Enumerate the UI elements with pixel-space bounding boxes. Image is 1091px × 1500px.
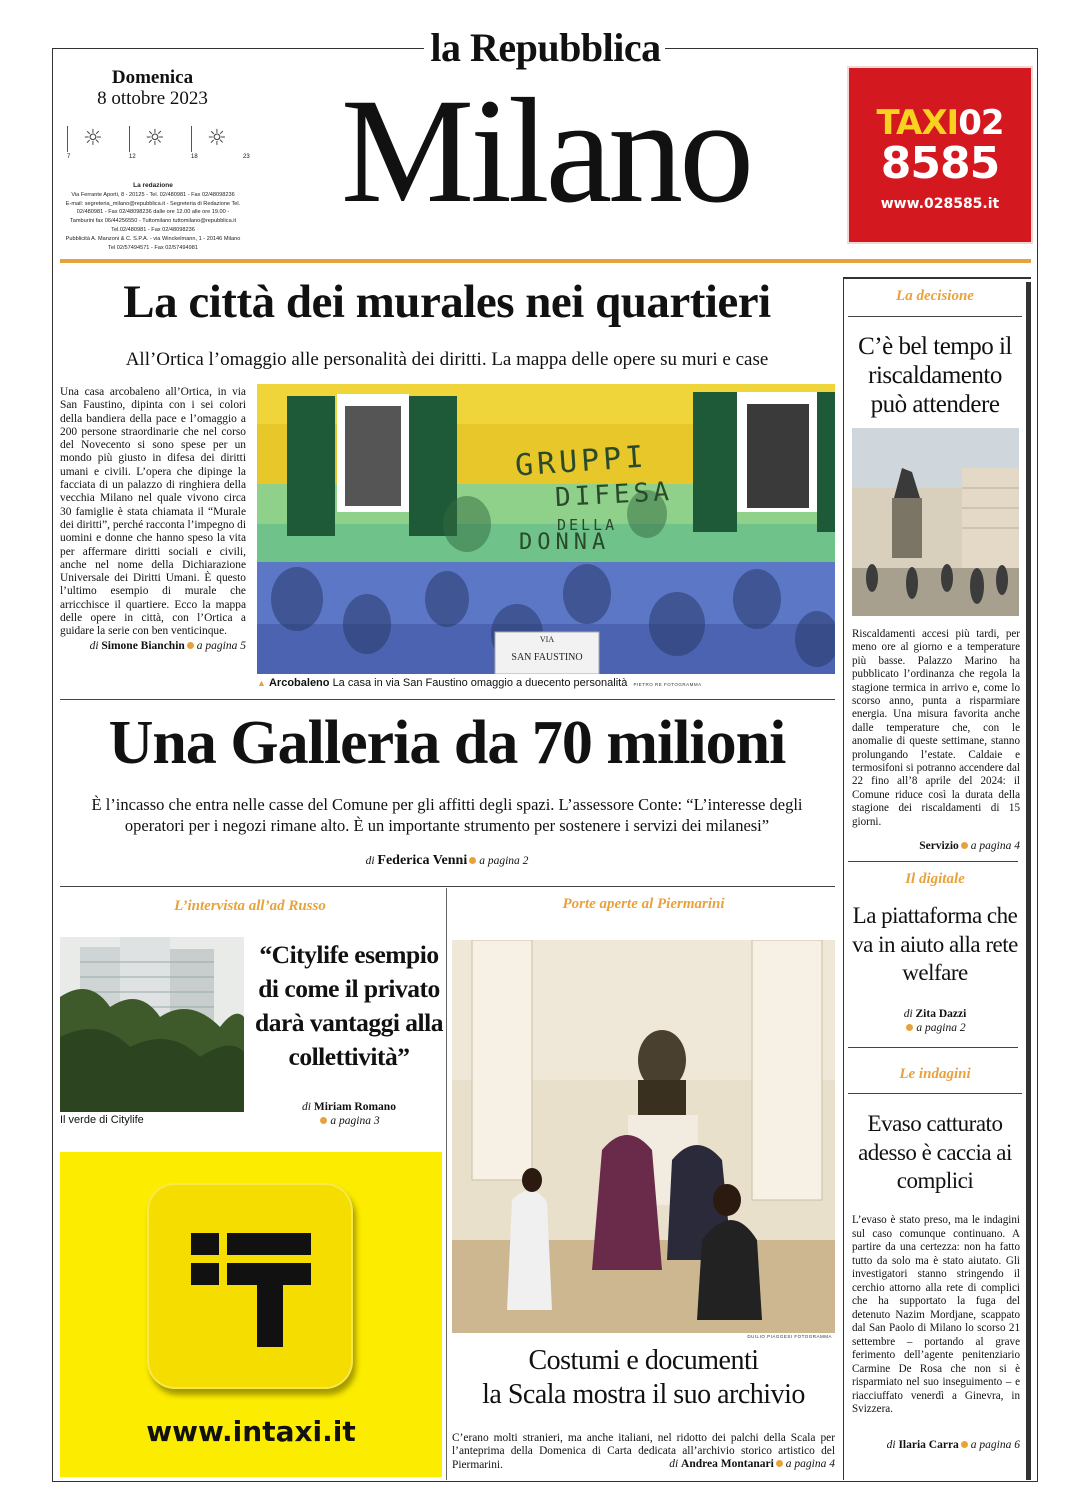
- taxi02-number: 8585: [880, 138, 1000, 189]
- lead-body-text: Una casa arcobaleno all’Ortica, in via San Faustino, dipinta con i sei colori della bandiera della pace e l’omaggio a 200 persone straordinarie che nel corso del Novecento si sono spese per un mondo più giusto in difesa dei diritti umani e civili. L’opera che dipinge la facciata di un palazzo di ringhiera della vecchia Milano nel quale vivono circa 30 famiglie è stata chiamata il “Murale dei diritti”, perché racconta l’impegno di uomini e donne che hanno speso la vita per affermare diritti sociali e civili, anche nel nome della Dichiarazione Universale dei Diritti Umani. È questo l’ultimo esempio di murale che arricchisce il quartiere. Ecco la mappa delle opere in città, con l’Ortica a guidare la serie con ben venticinque.: [60, 386, 246, 638]
- russo-kicker: L’intervista all’ad Russo: [174, 898, 326, 914]
- lead-headline[interactable]: La città dei murales nei quartieri: [123, 276, 771, 328]
- second-byline: di Federica Venni a pagina 2: [365, 853, 529, 868]
- mural-writing-1: GRUPPI: [513, 439, 649, 484]
- divider: [60, 886, 835, 887]
- citylife-caption: Il verde di Citylife: [60, 1114, 144, 1126]
- indagini-page-ref[interactable]: a pagina 6: [970, 1439, 1020, 1451]
- weather-slot: [189, 124, 250, 160]
- mural-photo: [257, 384, 835, 674]
- date-box: [60, 68, 245, 109]
- decisione-author: Servizio: [919, 840, 959, 852]
- masthead-city: Milano: [340, 68, 751, 234]
- sidebar-top-rule: [843, 277, 1031, 279]
- orange-divider: [60, 259, 1031, 263]
- caption-text: La casa in via San Faustino omaggio a duecento personalità: [332, 677, 628, 689]
- piazza-duomo-photo: [852, 428, 1019, 616]
- intaxi-ad[interactable]: [60, 1152, 442, 1477]
- piermarini-body: C’erano molti stranieri, ma anche italiani, nel ridotto dei palchi della Scala per l’anteprima della Domenica di Carta dedicata all’archivio storico artistico del Piermarini.: [452, 1432, 835, 1471]
- redazione-line: Tamburini fax 06/44256550 - Tuttomilano tuttomilano@repubblica.it: [69, 218, 237, 225]
- redazione-line: Tel.02/480981 - Fax 02/48098236: [111, 226, 195, 233]
- lead-subhead: All’Ortica l’omaggio alle personalità dei diritti. La mappa delle opere su muri e case: [125, 349, 769, 370]
- weather-temp: 18: [191, 154, 198, 160]
- piermarini-author: Andrea Montanari: [681, 1458, 774, 1470]
- taxi02-brand: TAXI02: [876, 103, 1004, 143]
- photo-credit: PIETRO RE FOTOGRAMMA: [633, 682, 702, 687]
- masthead-brand[interactable]: la Repubblica: [430, 25, 661, 70]
- decisione-page-ref[interactable]: a pagina 4: [970, 840, 1020, 852]
- weather-slot: [127, 124, 183, 160]
- digitale-kicker: Il digitale: [905, 871, 965, 887]
- weather-temp: 12: [129, 154, 136, 160]
- sun-icon: ☼: [207, 126, 227, 151]
- bullet-icon: [961, 1441, 968, 1448]
- weather-temp: 23: [243, 154, 250, 160]
- redazione-line: 02/480981 - Fax 02/48098236 dalle ore 12.00 alle ore 19.00 -: [76, 209, 230, 216]
- lead-byline: di Simone Bianchin a pagina 5: [89, 639, 246, 652]
- divider: [60, 699, 835, 700]
- redazione-line: Tel 02/57494571 - Fax 02/57494981: [108, 244, 198, 251]
- scala-exhibit-photo: [452, 940, 835, 1333]
- piermarini-photo-credit: DUILIO PIAGGESI FOTOGRAMMA: [747, 1334, 832, 1339]
- bullet-icon: [906, 1024, 913, 1031]
- intaxi-url[interactable]: www.intaxi.it: [146, 1415, 356, 1448]
- russo-page-ref[interactable]: a pagina 3: [330, 1115, 380, 1127]
- divider: [848, 861, 1018, 862]
- divider: [848, 316, 1022, 317]
- caption-title: Arcobaleno: [268, 677, 330, 689]
- redazione-line: E-mail: segreteria_milano@repubblica.it - Segreteria di Redazione Tel.: [65, 200, 241, 207]
- bullet-icon: [961, 842, 968, 849]
- piermarini-page-ref[interactable]: a pagina 4: [785, 1458, 835, 1470]
- weather-temp: 7: [67, 154, 71, 160]
- indagini-body: L’evaso è stato preso, ma le indagini sul caso comunque continuano. A partire da una certezza: non ha fatto tutto da solo ma è stato aiutato. Gli investigatori stanno stringendo il cerchio attorno alla rete di complici che ha supportato la fuga del detenuto Nazim Mordjane, scappato dal San Paolo di Milano lo scorso 21 settembre – portando al grave ferimento dell’agente penitenziario Carmine De Rosa che non si è risparmiato nel suo inseguimento – e riacciuffato venerdì a Ginevra, in Svizzera.: [852, 1214, 1020, 1415]
- russo-author: Miriam Romano: [313, 1101, 396, 1113]
- intaxi-logo-icon: [147, 1183, 353, 1389]
- decisione-kicker: La decisione: [896, 288, 974, 304]
- decisione-headline[interactable]: C’è bel tempo il riscaldamento può attendere: [858, 333, 1012, 418]
- lead-photo-caption: [257, 677, 835, 691]
- indagini-author: Ilaria Carra: [898, 1439, 959, 1451]
- redazione-line: Via Ferrante Aporti, 8 - 20125 - Tel. 02/480981 - Fax 02/48098236: [71, 191, 235, 198]
- mural-writing-4: DONNA: [519, 530, 611, 555]
- weather-strip: [62, 124, 248, 160]
- redazione-info: [58, 182, 248, 252]
- russo-quote[interactable]: “Citylife esempio di come il privato darà vantaggi alla collettività”: [255, 940, 443, 1071]
- redazione-line: Pubblicità A. Manzoni & C. S.P.A. - via Winckelmann, 1 - 20146 Milano: [65, 235, 241, 242]
- street-sign-line1: VIA: [539, 635, 555, 644]
- piermarini-byline: di Andrea Montanari a pagina 4: [669, 1458, 835, 1470]
- bullet-icon: [187, 642, 194, 649]
- piermarini-kicker: Porte aperte al Piermarini: [562, 896, 725, 912]
- digitale-headline[interactable]: La piattaforma che va in aiuto alla rete welfare: [852, 903, 1018, 985]
- street-sign-line2: SAN FAUSTINO: [511, 652, 583, 663]
- russo-byline: di Miriam Romano a pagina 3: [302, 1101, 396, 1127]
- divider: [848, 1047, 1018, 1048]
- lead-page-ref[interactable]: a pagina 5: [196, 639, 246, 652]
- sun-icon: ☼: [145, 126, 165, 151]
- date-full: 8 ottobre 2023: [97, 88, 208, 109]
- taxi02-url[interactable]: www.028585.it: [880, 196, 1000, 212]
- column-separator: [446, 888, 447, 1480]
- triangle-icon: ▲: [257, 678, 266, 688]
- digitale-byline: di Zita Dazzi a pagina 2: [903, 1008, 967, 1034]
- lead-author: Simone Bianchin: [101, 639, 185, 652]
- citylife-photo: [60, 937, 244, 1112]
- piermarini-headline[interactable]: [452, 1344, 835, 1412]
- lead-body: [60, 386, 246, 653]
- taxi02-ad[interactable]: [847, 66, 1033, 244]
- bullet-icon: [320, 1117, 327, 1124]
- bullet-icon: [469, 857, 476, 864]
- indagini-kicker: Le indagini: [899, 1066, 971, 1082]
- digitale-author: Zita Dazzi: [915, 1008, 967, 1020]
- indagini-headline[interactable]: Evaso catturato adesso è caccia ai complici: [858, 1111, 1012, 1193]
- second-page-ref[interactable]: a pagina 2: [479, 855, 529, 867]
- second-author: Federica Venni: [377, 853, 468, 868]
- mural-writing-3: DELLA: [557, 516, 618, 534]
- weather-slot: [65, 124, 121, 160]
- date-day: Domenica: [111, 67, 194, 88]
- piermarini-headline-line2: la Scala mostra il suo archivio: [482, 1379, 805, 1410]
- second-subhead: È l’incasso che entra nelle casse del Comune per gli affitti degli spazi. L’assessore Conte: “L’interesse degli operatori per i negozi rimane alto. È un importante strumento per sostenere i servizi dei milanesi”: [91, 795, 803, 835]
- sun-icon: ☼: [83, 126, 103, 151]
- indagini-byline: di Ilaria Carra a pagina 6: [886, 1439, 1020, 1451]
- piermarini-headline-line1: Costumi e documenti: [528, 1345, 759, 1376]
- divider: [848, 1093, 1022, 1094]
- redazione-title: La redazione: [133, 182, 173, 189]
- second-headline[interactable]: Una Galleria da 70 milioni: [108, 709, 786, 777]
- bullet-icon: [776, 1460, 783, 1467]
- sidebar-shadow: [1026, 282, 1031, 1480]
- mural-writing-2: DIFESA: [554, 476, 674, 514]
- decisione-byline: [852, 840, 1020, 852]
- digitale-page-ref[interactable]: a pagina 2: [916, 1022, 966, 1034]
- decisione-body: Riscaldamenti accesi più tardi, per meno ore al giorno e a temperature più basse. Palazzo Marino ha pubblicato l’ordinanza che regola la stagione termica in arrivo e, come lo scorso anno, punta a risparmiare energia. Una misura favorita anche dalle temperature che, con le anomalie di queste settimane, stanno prolungando l’estate. Caldaie e termosifoni si potranno accendere dal 22 fino all’8 aprile del 2024: il Comune riduce così la durata della stagione dei riscaldamenti di 15 giorni.: [852, 628, 1020, 828]
